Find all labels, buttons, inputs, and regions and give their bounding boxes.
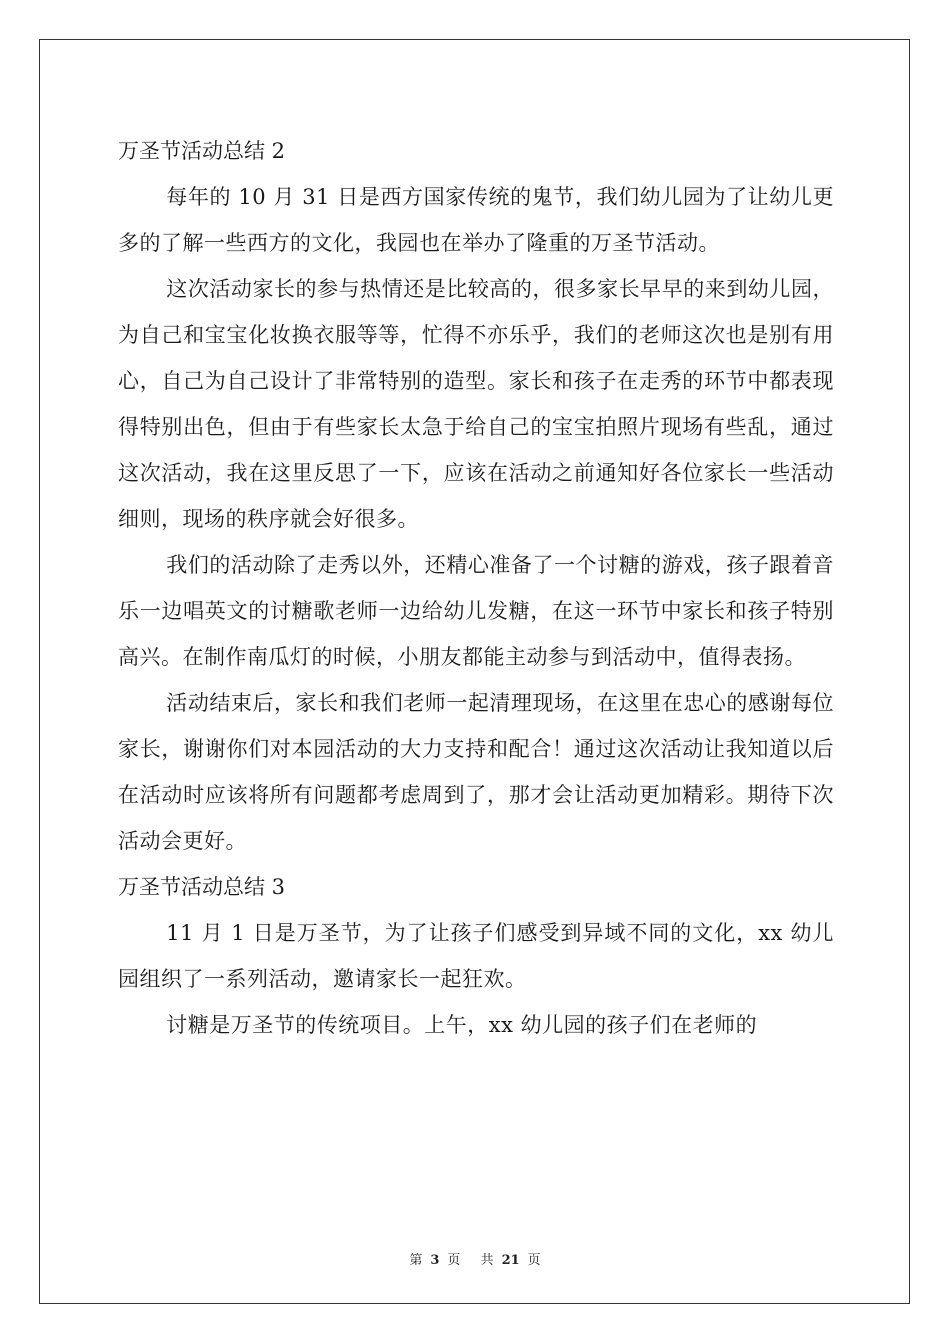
paragraph: 这次活动家长的参与热情还是比较高的，很多家长早早的来到幼儿园，为自己和宝宝化妆换衣服等等，忙得不亦乐乎，我们的老师这次也是别有用心，自己为自己设计了非常特别的造型。家长和孩子在走秀的环节中都表现得特别出色，但由于有些家长太急于给自己的宝宝拍照片现场有些乱，通过这次活动，我在这里反思了一下，应该在活动之前通知好各位家长一些活动细则，现场的秩序就会好很多。 bbox=[118, 277, 834, 531]
paragraph: 讨糖是万圣节的传统项目。上午，xx 幼儿园的孩子们在老师的 bbox=[166, 1013, 758, 1037]
section-heading: 万圣节活动总结 3 bbox=[118, 875, 286, 899]
section-heading: 万圣节活动总结 2 bbox=[118, 139, 286, 163]
page-footer bbox=[0, 1249, 950, 1268]
paragraph: 11 月 1 日是万圣节，为了让孩子们感受到异域不同的文化，xx 幼儿园组织了一系列活动，邀请家长一起狂欢。 bbox=[118, 921, 834, 991]
total-page-number: 21 bbox=[501, 1253, 520, 1268]
page-word: 页 bbox=[447, 1253, 461, 1268]
document-body bbox=[118, 128, 834, 1048]
total-prefix: 共 bbox=[480, 1253, 494, 1268]
paragraph: 每年的 10 月 31 日是西方国家传统的鬼节，我们幼儿园为了让幼儿更多的了解一些西方的文化，我园也在举办了隆重的万圣节活动。 bbox=[118, 185, 834, 255]
paragraph: 我们的活动除了走秀以外，还精心准备了一个讨糖的游戏，孩子跟着音乐一边唱英文的讨糖歌老师一边给幼儿发糖，在这一环节中家长和孩子特别高兴。在制作南瓜灯的时候，小朋友都能主动参与到活动中，值得表扬。 bbox=[118, 553, 834, 669]
paragraph: 活动结束后，家长和我们老师一起清理现场，在这里在忠心的感谢每位家长，谢谢你们对本园活动的大力支持和配合！通过这次活动让我知道以后在活动时应该将所有问题都考虑周到了，那才会让活动更加精彩。期待下次活动会更好。 bbox=[118, 691, 834, 853]
current-page-number: 3 bbox=[430, 1253, 440, 1268]
page-prefix: 第 bbox=[409, 1253, 423, 1268]
total-indicator bbox=[477, 1253, 545, 1268]
total-suffix: 页 bbox=[527, 1253, 541, 1268]
page-indicator bbox=[405, 1253, 464, 1268]
